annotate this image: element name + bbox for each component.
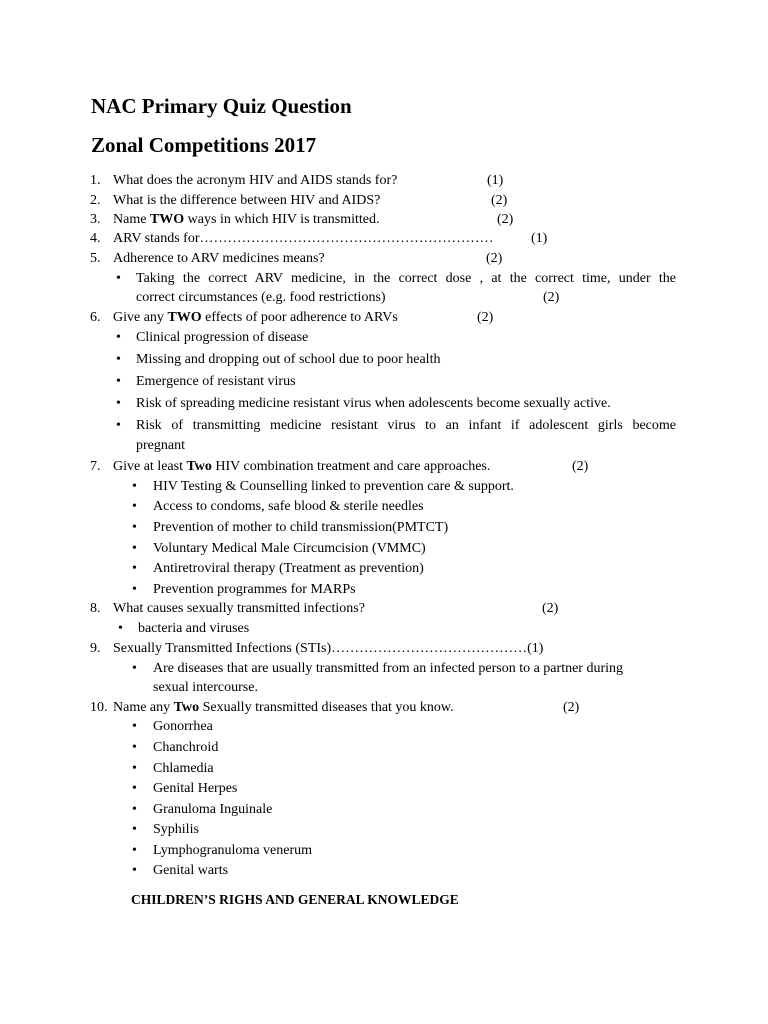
question-text: Sexually Transmitted Infections (STIs)……………………………………(1) [113,641,544,656]
answer-text: Emergence of resistant virus [136,374,296,389]
answer-text: Antiretroviral therapy (Treatment as prevention) [153,561,424,576]
answer-text: Risk of spreading medicine resistant virus when adolescents become sexually active. [136,396,611,411]
question-number: 8. [90,601,101,616]
answer-text: bacteria and viruses [138,621,250,636]
question-marks: (2) [572,459,589,474]
bullet-icon: • [116,330,121,345]
question-text: Adherence to ARV medicines means? [113,251,325,266]
bullet-icon: • [118,621,123,636]
question-number: 2. [90,193,101,208]
question-text: What is the difference between HIV and AIDS? [113,193,381,208]
question-number: 1. [90,173,101,188]
question-text: Name any Two Sexually transmitted diseases that you know. [113,700,454,715]
bullet-icon: • [116,418,121,433]
bullet-icon: • [132,582,137,597]
answer-text: Taking the correct ARV medicine, in the correct dose , at the correct time, under the [136,271,676,286]
bullet-icon: • [132,781,137,796]
bullet-icon: • [132,843,137,858]
question-number: 5. [90,251,101,266]
answer-text: Genital warts [153,863,229,878]
answer-text: Chlamedia [153,761,214,776]
bullet-icon: • [116,374,121,389]
answer-marks: (2) [543,290,560,305]
question-marks: (2) [497,212,514,227]
question-marks: (1) [531,231,548,246]
question-number: 3. [90,212,101,227]
question-marks: (2) [542,601,559,616]
question-number: 7. [90,459,101,474]
question-marks: (2) [486,251,503,266]
bullet-icon: • [116,271,121,286]
bullet-icon: • [132,479,137,494]
bullet-icon: • [132,719,137,734]
answer-text: Chanchroid [153,740,219,755]
answer-text: HIV Testing & Counselling linked to prevention care & support. [153,479,514,494]
answer-text: sexual intercourse. [153,680,258,695]
question-number: 4. [90,231,101,246]
answer-text: Gonorrhea [153,719,213,734]
bullet-icon: • [132,661,137,676]
document-subtitle: Zonal Competitions 2017 [91,133,317,157]
question-text: Give any TWO effects of poor adherence to ARVs [113,310,398,325]
answer-text: Access to condoms, safe blood & sterile needles [153,499,424,514]
bullet-icon: • [132,541,137,556]
bullet-icon: • [132,499,137,514]
answer-text: Granuloma Inguinale [153,802,273,817]
question-marks: (2) [477,310,494,325]
answer-text: Risk of transmitting medicine resistant virus to an infant if adolescent girls become [136,418,676,433]
bullet-icon: • [132,761,137,776]
question-marks: (2) [563,700,580,715]
question-text: ARV stands for……………………………………………………… [113,231,494,246]
question-number: 10. [90,700,108,715]
bullet-icon: • [132,822,137,837]
question-text: What causes sexually transmitted infections? [113,601,365,616]
answer-text: Prevention of mother to child transmission(PMTCT) [153,520,449,535]
bullet-icon: • [116,352,121,367]
answer-text: Lymphogranuloma venerum [153,843,313,858]
answer-text: Prevention programmes for MARPs [153,582,356,597]
question-number: 9. [90,641,101,656]
bullet-icon: • [116,396,121,411]
bullet-icon: • [132,520,137,535]
question-text: What does the acronym HIV and AIDS stands for? [113,173,398,188]
answer-text: correct circumstances (e.g. food restrictions) [136,290,386,305]
document-title: NAC Primary Quiz Question [91,94,352,118]
question-number: 6. [90,310,101,325]
question-text: Give at least Two HIV combination treatment and care approaches. [113,459,491,474]
bullet-icon: • [132,802,137,817]
answer-text: Are diseases that are usually transmitted from an infected person to a partner during [153,661,624,676]
answer-text: pregnant [136,438,185,453]
bullet-icon: • [132,561,137,576]
answer-text: Voluntary Medical Male Circumcision (VMMC) [153,541,426,556]
answer-text: Genital Herpes [153,781,238,796]
question-text: Name TWO ways in which HIV is transmitted. [113,212,380,227]
bullet-icon: • [132,863,137,878]
answer-text: Syphilis [153,822,199,837]
question-marks: (2) [491,193,508,208]
question-marks: (1) [487,173,504,188]
bullet-icon: • [132,740,137,755]
answer-text: Clinical progression of disease [136,330,309,345]
section-heading: CHILDREN’S RIGHS AND GENERAL KNOWLEDGE [131,892,459,907]
answer-text: Missing and dropping out of school due to poor health [136,352,441,367]
